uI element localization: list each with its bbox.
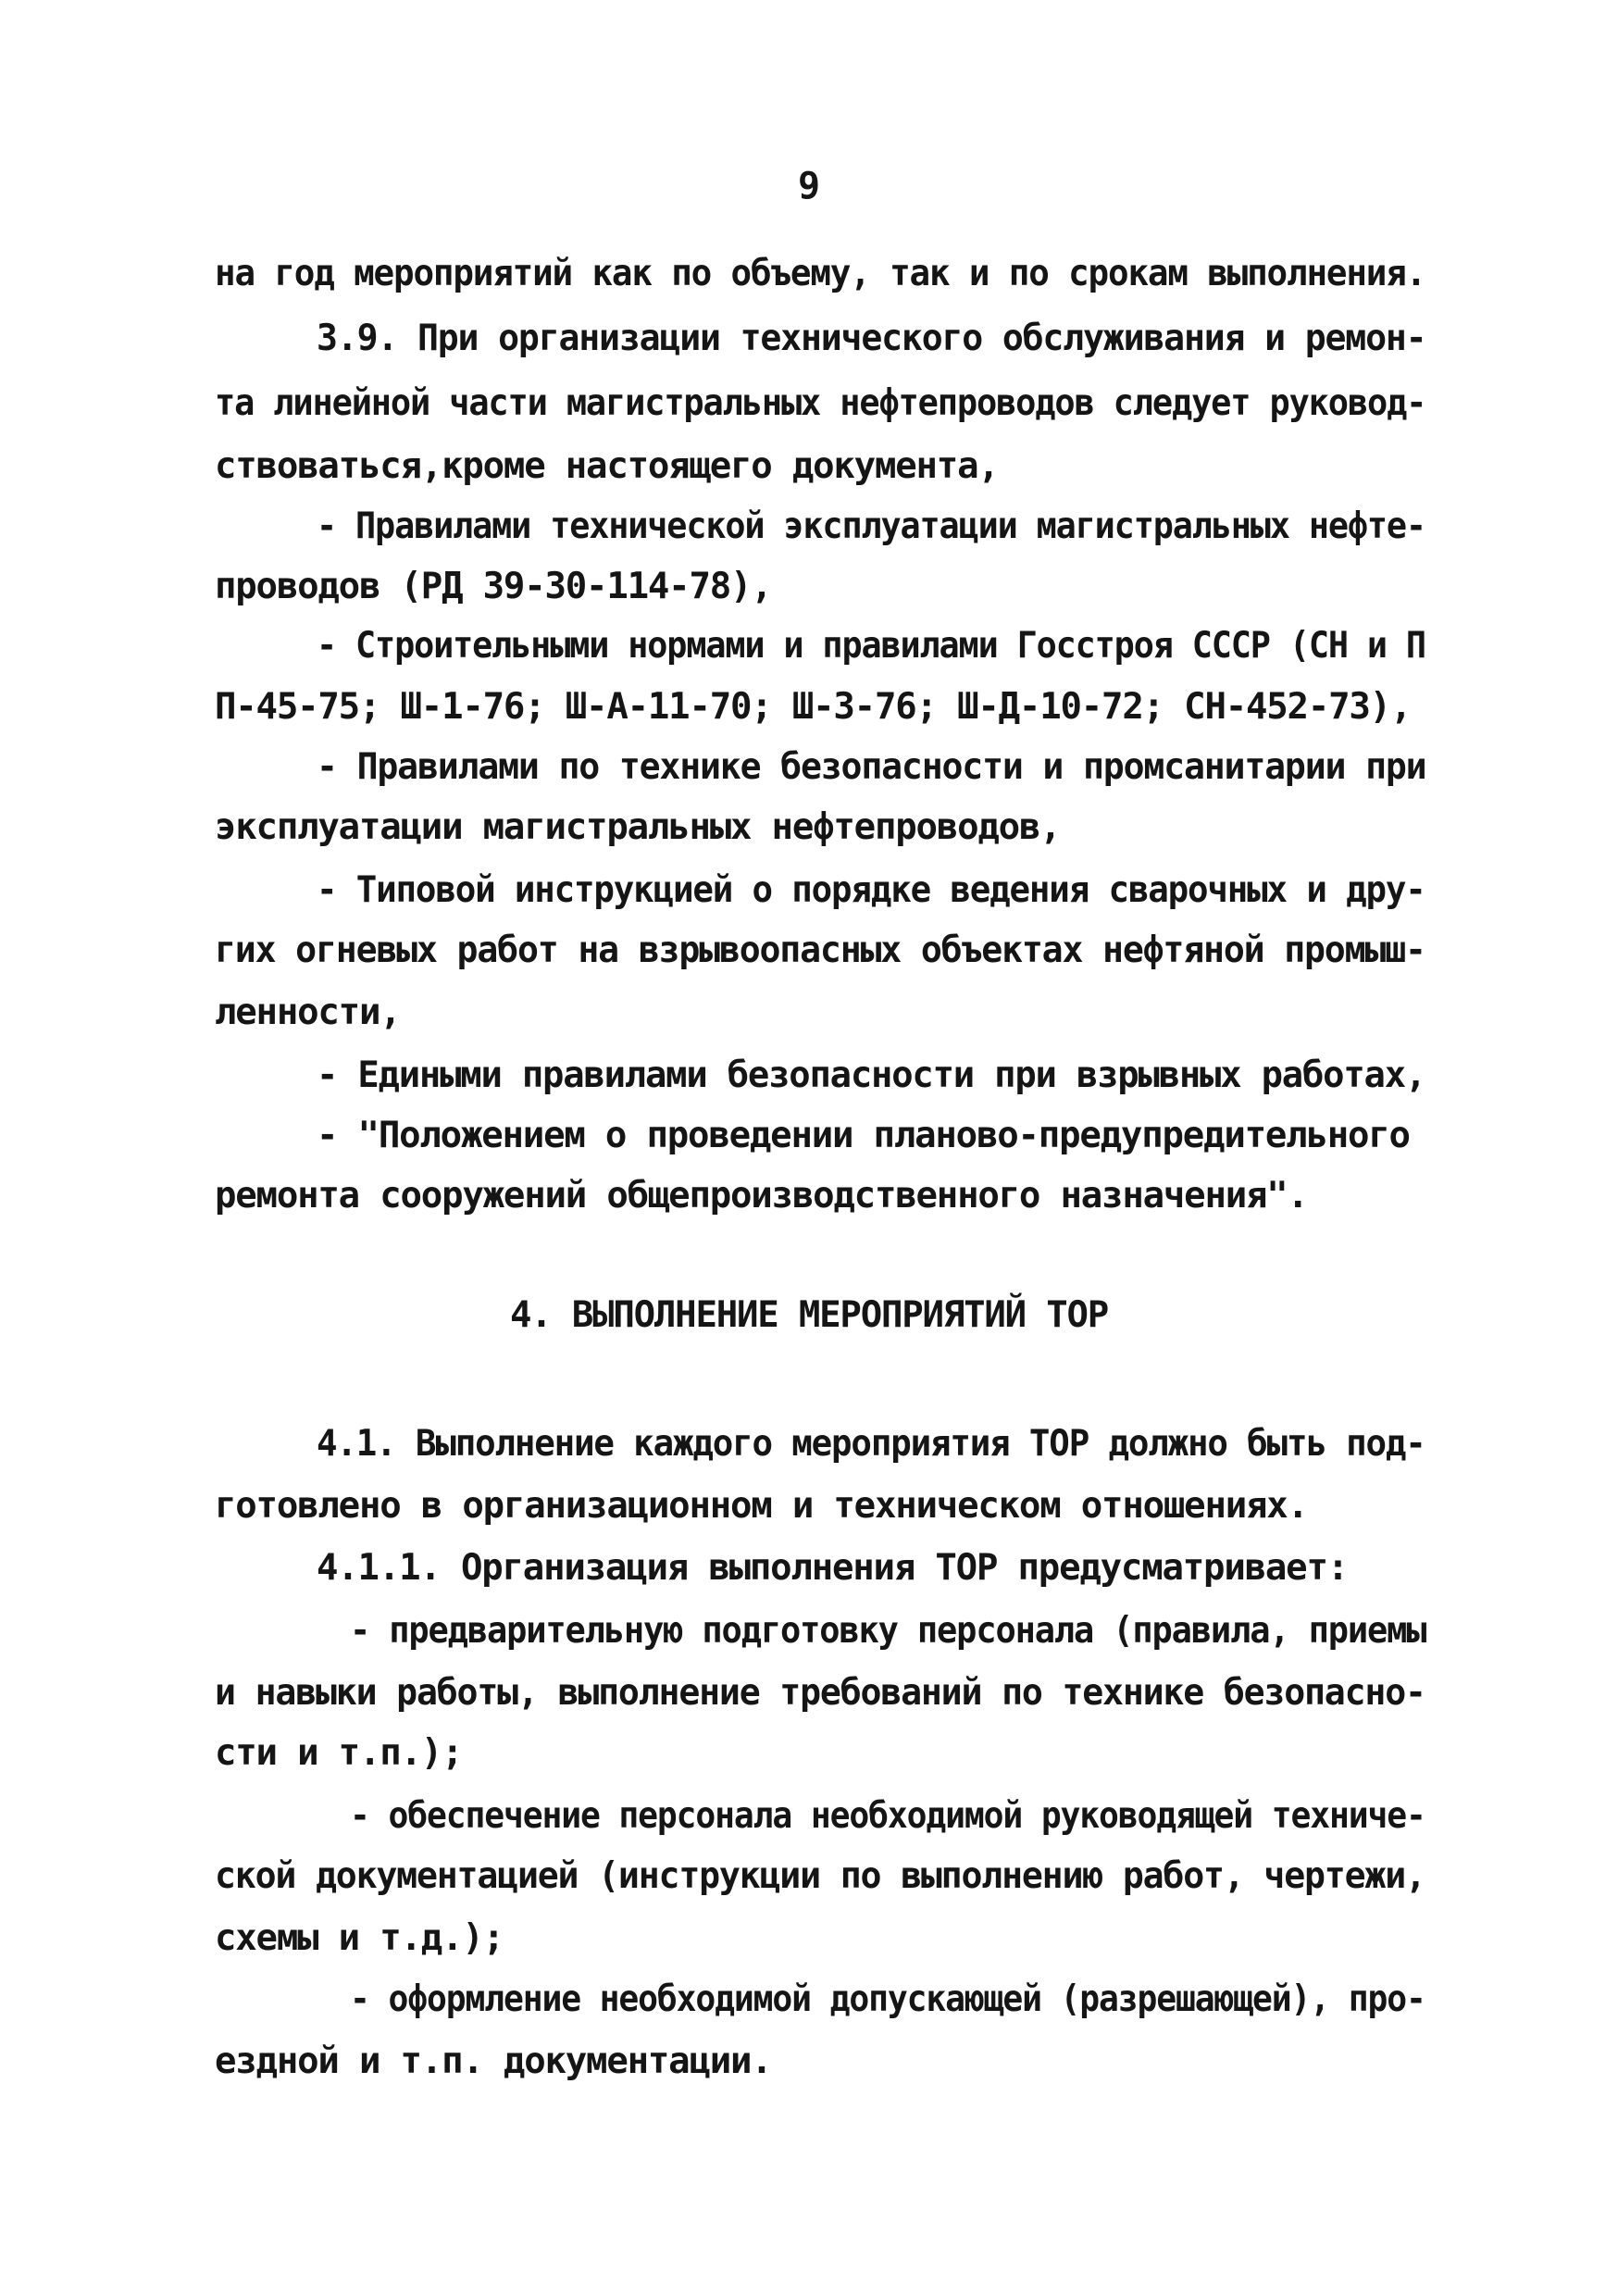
- text-line: 3.9. При организации технического обслуживания и ремон-: [317, 318, 1426, 359]
- text-line: сти и т.п.);: [215, 1732, 463, 1774]
- text-line: ленности,: [215, 992, 401, 1033]
- text-line: - "Положением о проведении планово-предупредительного: [317, 1115, 1410, 1156]
- text-line: - оформление необходимой допускающей (разрешающей), про-: [350, 1978, 1425, 2020]
- text-line: - предварительную подготовку персонала (правила, приемы: [350, 1610, 1426, 1652]
- text-line: - Типовой инструкцией о порядке ведения сварочных и дру-: [317, 869, 1425, 911]
- text-line: - Правилами технической эксплуатации магистральных нефте-: [317, 505, 1425, 547]
- text-line: проводов (РД 39-30-114-78),: [215, 566, 772, 607]
- text-line: готовлено в организационном и техническом отношениях.: [215, 1485, 1308, 1527]
- text-line: та линейной части магистральных нефтепроводов следует руковод-: [215, 382, 1426, 424]
- text-line: 4.1. Выполнение каждого мероприятия ТОР должно быть под-: [317, 1423, 1425, 1465]
- text-line: эксплуатации магистральных нефтепроводов,: [215, 806, 1061, 848]
- text-line: - Едиными правилами безопасности при взрывных работах,: [317, 1054, 1426, 1096]
- section-heading: 4. ВЫПОЛНЕНИЕ МЕРОПРИЯТИЙ ТОР: [509, 1294, 1109, 1336]
- page-number: 9: [797, 165, 821, 207]
- text-line: на год мероприятий как по объему, так и по срокам выполнения.: [215, 253, 1426, 294]
- text-line: ремонта сооружений общепроизводственного назначения".: [215, 1175, 1308, 1217]
- text-line: схемы и т.д.);: [215, 1917, 504, 1959]
- text-line: ствоваться,кроме настоящего документа,: [215, 445, 999, 487]
- text-line: - Строительными нормами и правилами Госстроя СССР (СН и П: [317, 625, 1425, 667]
- text-line: ской документацией (инструкции по выполнению работ, чертежи,: [215, 1855, 1425, 1897]
- text-line: - обеспечение персонала необходимой руководящей техниче-: [350, 1795, 1425, 1837]
- text-line: - Правилами по технике безопасности и промсанитарии при: [317, 746, 1426, 788]
- text-line: П-45-75; Ш-1-76; Ш-А-11-70; Ш-3-76; Ш-Д-10-72; СН-452-73),: [215, 686, 1412, 728]
- text-line: ездной и т.п. документации.: [215, 2040, 772, 2082]
- text-line: 4.1.1. Организация выполнения ТОР предусматривает:: [317, 1547, 1348, 1589]
- text-line: и навыки работы, выполнение требований по технике безопасно-: [215, 1672, 1425, 1714]
- text-line: гих огневых работ на взрывоопасных объектах нефтяной промыш-: [215, 930, 1425, 971]
